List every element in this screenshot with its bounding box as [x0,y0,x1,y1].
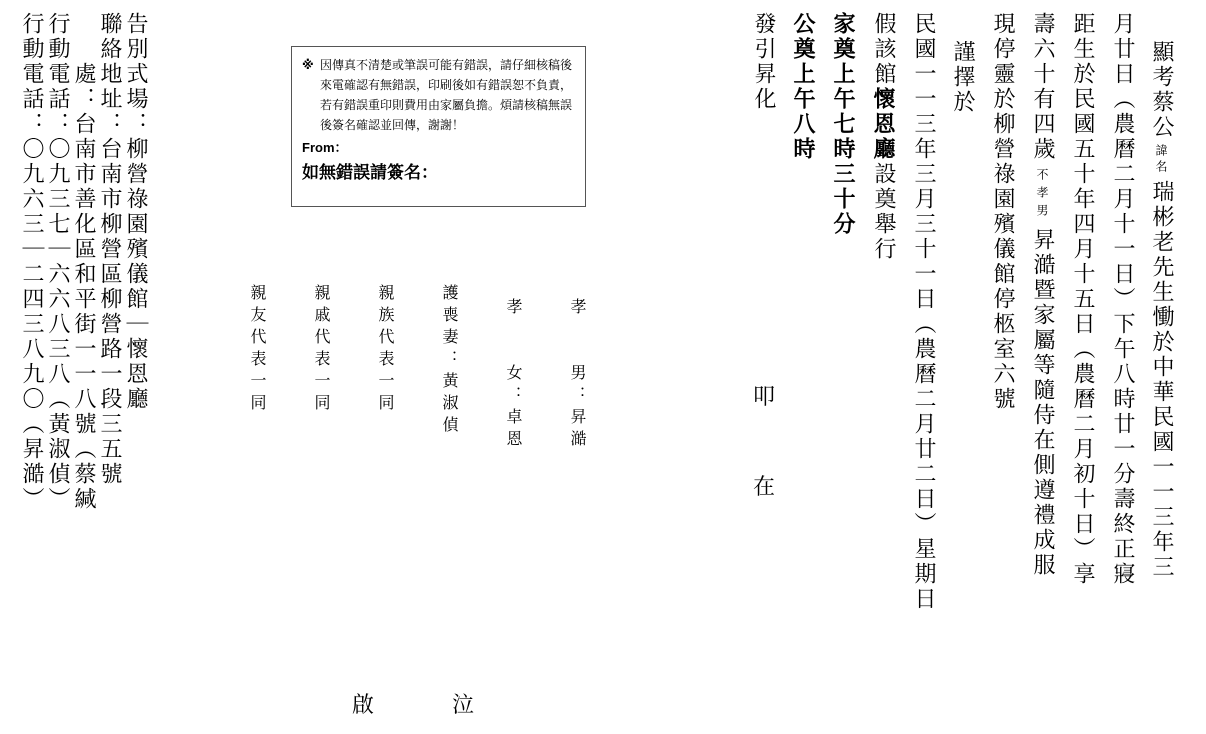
mourner-daughter: 孝 女：卓恩 [504,298,523,452]
mobile-phone-line-2: 行動電話：〇九六三｜二四三八九〇（昇澔） [19,12,44,512]
signature-label: 如無錯誤請簽名： [302,163,438,182]
qi-character: 啟 [352,693,375,718]
funeral-venue-line: 告別式場：柳營祿園殯儀館｜懷恩廳 [123,12,148,412]
announcement-line-5: 謹擇於 [950,40,975,115]
announcement-line-3 [1031,12,1053,578]
announcement-line-4: 現停靈於柳營祿園殯儀館停柩室六號 [990,12,1015,412]
announcement-line-2: 距生於民國五十年四月十五日（農曆二月初十日）享 [1070,12,1095,587]
zai-character: 在 [753,475,776,500]
venue-suffix: 設奠舉行 [871,162,896,262]
announcement-line-7 [872,12,894,262]
family-rite-time: 家奠上午七時 [830,12,856,162]
fax-notice-box [291,46,586,207]
announcement-line-6: 民國一一三年三月三十一日（農曆二月廿二日）星期日 [911,12,936,612]
mobile-phone-line-1: 行動電話：〇九三七｜六六八三八（黃淑偵） [45,12,70,512]
reference-mark-icon: ※ [302,58,314,72]
contact-address-line: 聯絡地址：台南市柳營區柳營路一段三五號 [97,12,122,487]
taboo-name-label: 諱名 [1154,144,1168,176]
mourners-attendance-text: 昇澔暨家屬等隨侍在側遵禮成服 [1030,228,1055,578]
from-label: From： [302,140,348,155]
mourner-friend-representatives: 親友代表一同 [248,284,267,416]
age-text: 壽六十有四歲 [1030,12,1055,162]
correspondence-address-line: 處：台南市善化區和平街一一八號（蔡緘 [71,12,96,512]
mourner-son: 孝 男：昇澔 [568,298,587,452]
qi-weeping-character: 泣 [452,693,475,718]
unfilial-son-label: 不孝男 [1035,168,1049,222]
announcement-head: 顯考蔡公 [1149,40,1174,140]
announcement-line-10: 發引昇化 [751,12,776,112]
mourner-relative-representatives: 親戚代表一同 [312,284,331,416]
announcement-line-8 [832,12,854,237]
announcement-line-9: 公奠上午八時 [790,12,816,162]
announcement-line-1: 月廿日（農曆二月十一日）下午八時廿一分壽終正寢 [1110,12,1135,587]
mourner-wife: 護喪妻：黃淑偵 [440,284,459,438]
kou-character: 叩 [753,385,776,410]
family-rite-minutes: 三十分 [830,162,856,237]
notice-text: ※ 因傳真不清楚或筆誤可能有錯誤，請仔細核稿後來電確認有無錯誤，印刷後如有錯誤恕不負責，若有錯誤重印則費用由家屬負擔。煩請核稿無誤後簽名確認並回傳，謝謝！ [302,55,575,135]
mourner-clan-representatives: 親族代表一同 [376,284,395,416]
hall-name: 懷恩廳 [870,87,896,162]
announcement-head-column [1150,40,1172,580]
venue-prefix: 假該館 [871,12,896,87]
deceased-name-line: 瑞彬老先生慟於中華民國一一三年三 [1149,180,1174,580]
